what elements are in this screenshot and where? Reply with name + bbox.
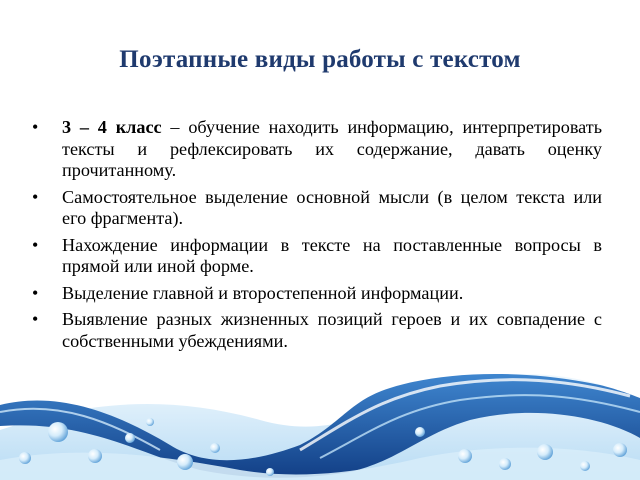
bullet-marker: • [32,186,39,207]
bullet-item [32,235,602,278]
water-drop [613,443,627,457]
bullet-item [32,309,602,352]
bullet-item [32,117,602,182]
bullet-text: Выделение главной и второстепенной информации. [62,282,464,303]
bullet-marker: • [32,234,39,255]
bullet-item [32,187,602,230]
water-drop [125,433,135,443]
water-drop [210,443,220,453]
bullet-marker: • [32,117,39,137]
slide-title: Поэтапные виды работы с текстом [119,46,521,73]
water-drop [48,422,68,442]
water-drop [19,452,31,464]
water-drop [146,418,154,426]
bullet-list [32,117,602,357]
water-wave-decoration [0,360,640,480]
bullet-bold-text: 3 – 4 класс [62,117,162,137]
water-drop [88,449,102,463]
bullet-marker: • [32,282,39,303]
water-drop [537,444,553,460]
water-drop [458,449,472,463]
bullet-text: Нахождение информации в тексте на поставленные вопросы в прямой или иной форме. [62,234,602,276]
water-drop [177,454,193,470]
bullet-text: Выявление разных жизненных позиций героев и их совпадение с собственными убеждениями. [62,309,602,351]
bullet-item [32,283,602,305]
water-drop [415,427,425,437]
bullet-text: Самостоятельное выделение основной мысли (в целом текста или его фрагмента). [62,186,602,228]
water-drop [580,461,590,471]
bullet-text: – обучение находить информацию, интерпретировать тексты и рефлексировать их содержание, давать оценку прочитанному. [62,117,603,180]
water-drop [499,458,511,470]
water-drop [266,468,274,476]
bullet-marker: • [32,309,39,329]
